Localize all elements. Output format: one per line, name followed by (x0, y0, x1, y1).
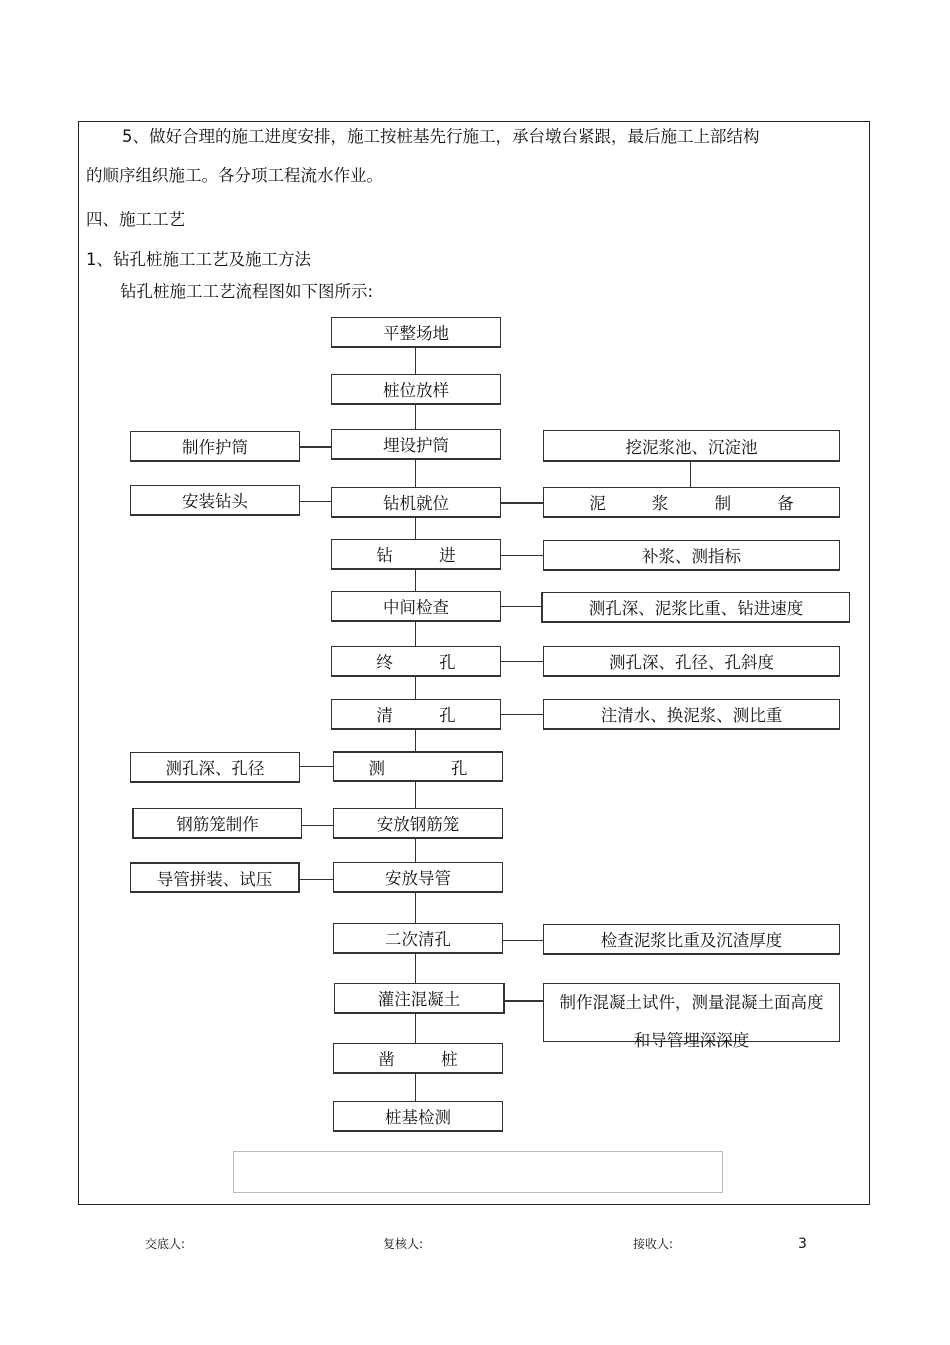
connector-right-3 (500, 555, 544, 556)
connector-left-3 (299, 766, 334, 767)
side-box-right-8 (543, 983, 840, 1050)
side-box-left-2: 安装钻头 (130, 485, 300, 516)
flow-step-12: 二次清孔 (333, 923, 503, 954)
flow-step-2: 桩位放样 (331, 374, 501, 405)
side-box-left-5: 导管拼装、试压 (130, 862, 300, 893)
flowchart-intro: 钻孔桩施工工艺流程图如下图所示: (120, 282, 374, 301)
side-box-right-1: 挖泥浆池、沉淀池 (543, 430, 840, 462)
side-box-right-3: 补浆、测指标 (543, 540, 840, 571)
blank-box (233, 1151, 723, 1193)
flow-step-14: 凿 桩 (333, 1043, 503, 1074)
side-box-right-8-line-2: 和导管埋深深度 (633, 1031, 750, 1050)
connector-left-5 (299, 879, 334, 880)
connector-left-1 (299, 446, 332, 448)
flow-step-8: 清 孔 (331, 699, 501, 730)
subsection-heading: 1、钻孔桩施工工艺及施工方法 (86, 250, 311, 269)
connector-right-6 (500, 714, 544, 715)
flow-step-9: 测 孔 (333, 751, 503, 782)
page-number: 3 (798, 1236, 807, 1252)
right-connector-line (690, 461, 691, 489)
side-box-left-4: 钢筋笼制作 (132, 808, 302, 839)
flow-step-6: 中间检查 (331, 591, 501, 622)
connector-right-4 (500, 606, 542, 607)
side-box-right-8-line-1: 制作混凝土试件，测量混凝土面高度 (559, 993, 824, 1012)
connector-right-8 (505, 1000, 544, 1002)
reviewer-label: 复核人: (383, 1237, 424, 1251)
connector-right-5 (500, 661, 544, 662)
side-box-left-1: 制作护筒 (130, 431, 300, 462)
connector-right-2 (500, 502, 544, 504)
handover-label: 交底人: (145, 1237, 186, 1251)
flow-step-3: 埋设护筒 (331, 429, 501, 460)
side-box-right-2: 泥 浆 制 备 (543, 487, 840, 518)
flow-step-11: 安放导管 (333, 862, 503, 893)
side-box-right-6: 注清水、换泥浆、测比重 (543, 699, 840, 730)
flow-step-5: 钻 进 (331, 539, 501, 570)
side-box-right-7: 检查泥浆比重及沉渣厚度 (543, 924, 840, 955)
connector-left-2 (299, 501, 332, 502)
side-box-right-5: 测孔深、孔径、孔斜度 (543, 646, 840, 677)
receiver-label: 接收人: (633, 1237, 674, 1251)
section-heading: 四、施工工艺 (86, 210, 185, 229)
flow-step-10: 安放钢筋笼 (333, 808, 503, 839)
flow-step-1: 平整场地 (331, 317, 501, 348)
side-box-right-4: 测孔深、泥浆比重、钻进速度 (541, 592, 850, 623)
flow-step-13: 灌注混凝土 (334, 983, 505, 1014)
paragraph-line-2: 的顺序组织施工。各分项工程流水作业。 (86, 166, 383, 185)
flow-step-15: 桩基检测 (333, 1101, 503, 1132)
side-box-left-3: 测孔深、孔径 (130, 752, 300, 783)
connector-left-4 (301, 825, 334, 826)
paragraph-line-1: 5、做好合理的施工进度安排，施工按桩基先行施工，承台墩台紧跟，最后施工上部结构 (122, 127, 760, 146)
flow-step-4: 钻机就位 (331, 487, 501, 518)
connector-right-7 (503, 940, 544, 941)
flow-step-7: 终 孔 (331, 646, 501, 677)
